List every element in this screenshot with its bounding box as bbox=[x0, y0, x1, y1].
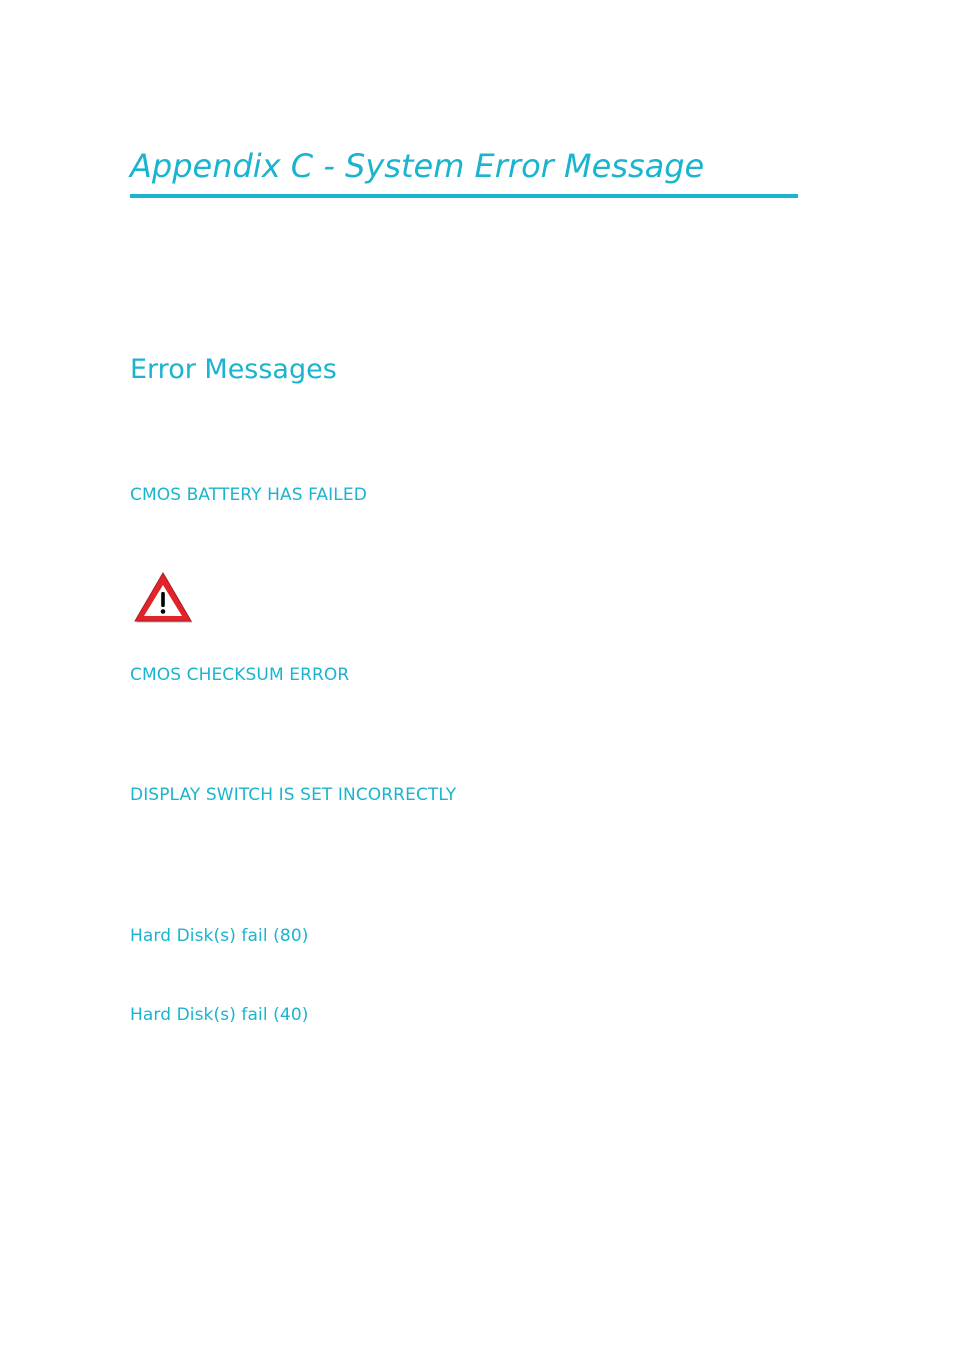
section-heading: Error Messages bbox=[130, 354, 337, 385]
page-title: Appendix C - System Error Message bbox=[130, 147, 705, 185]
error-message-cmos-battery: CMOS BATTERY HAS FAILED bbox=[130, 485, 367, 505]
error-message-hard-disk-80: Hard Disk(s) fail (80) bbox=[130, 926, 309, 946]
warning-triangle-icon bbox=[132, 570, 194, 624]
error-message-display-switch: DISPLAY SWITCH IS SET INCORRECTLY bbox=[130, 785, 457, 805]
error-message-hard-disk-40: Hard Disk(s) fail (40) bbox=[130, 1005, 309, 1025]
error-message-cmos-checksum: CMOS CHECKSUM ERROR bbox=[130, 665, 350, 685]
title-underline bbox=[130, 194, 798, 198]
